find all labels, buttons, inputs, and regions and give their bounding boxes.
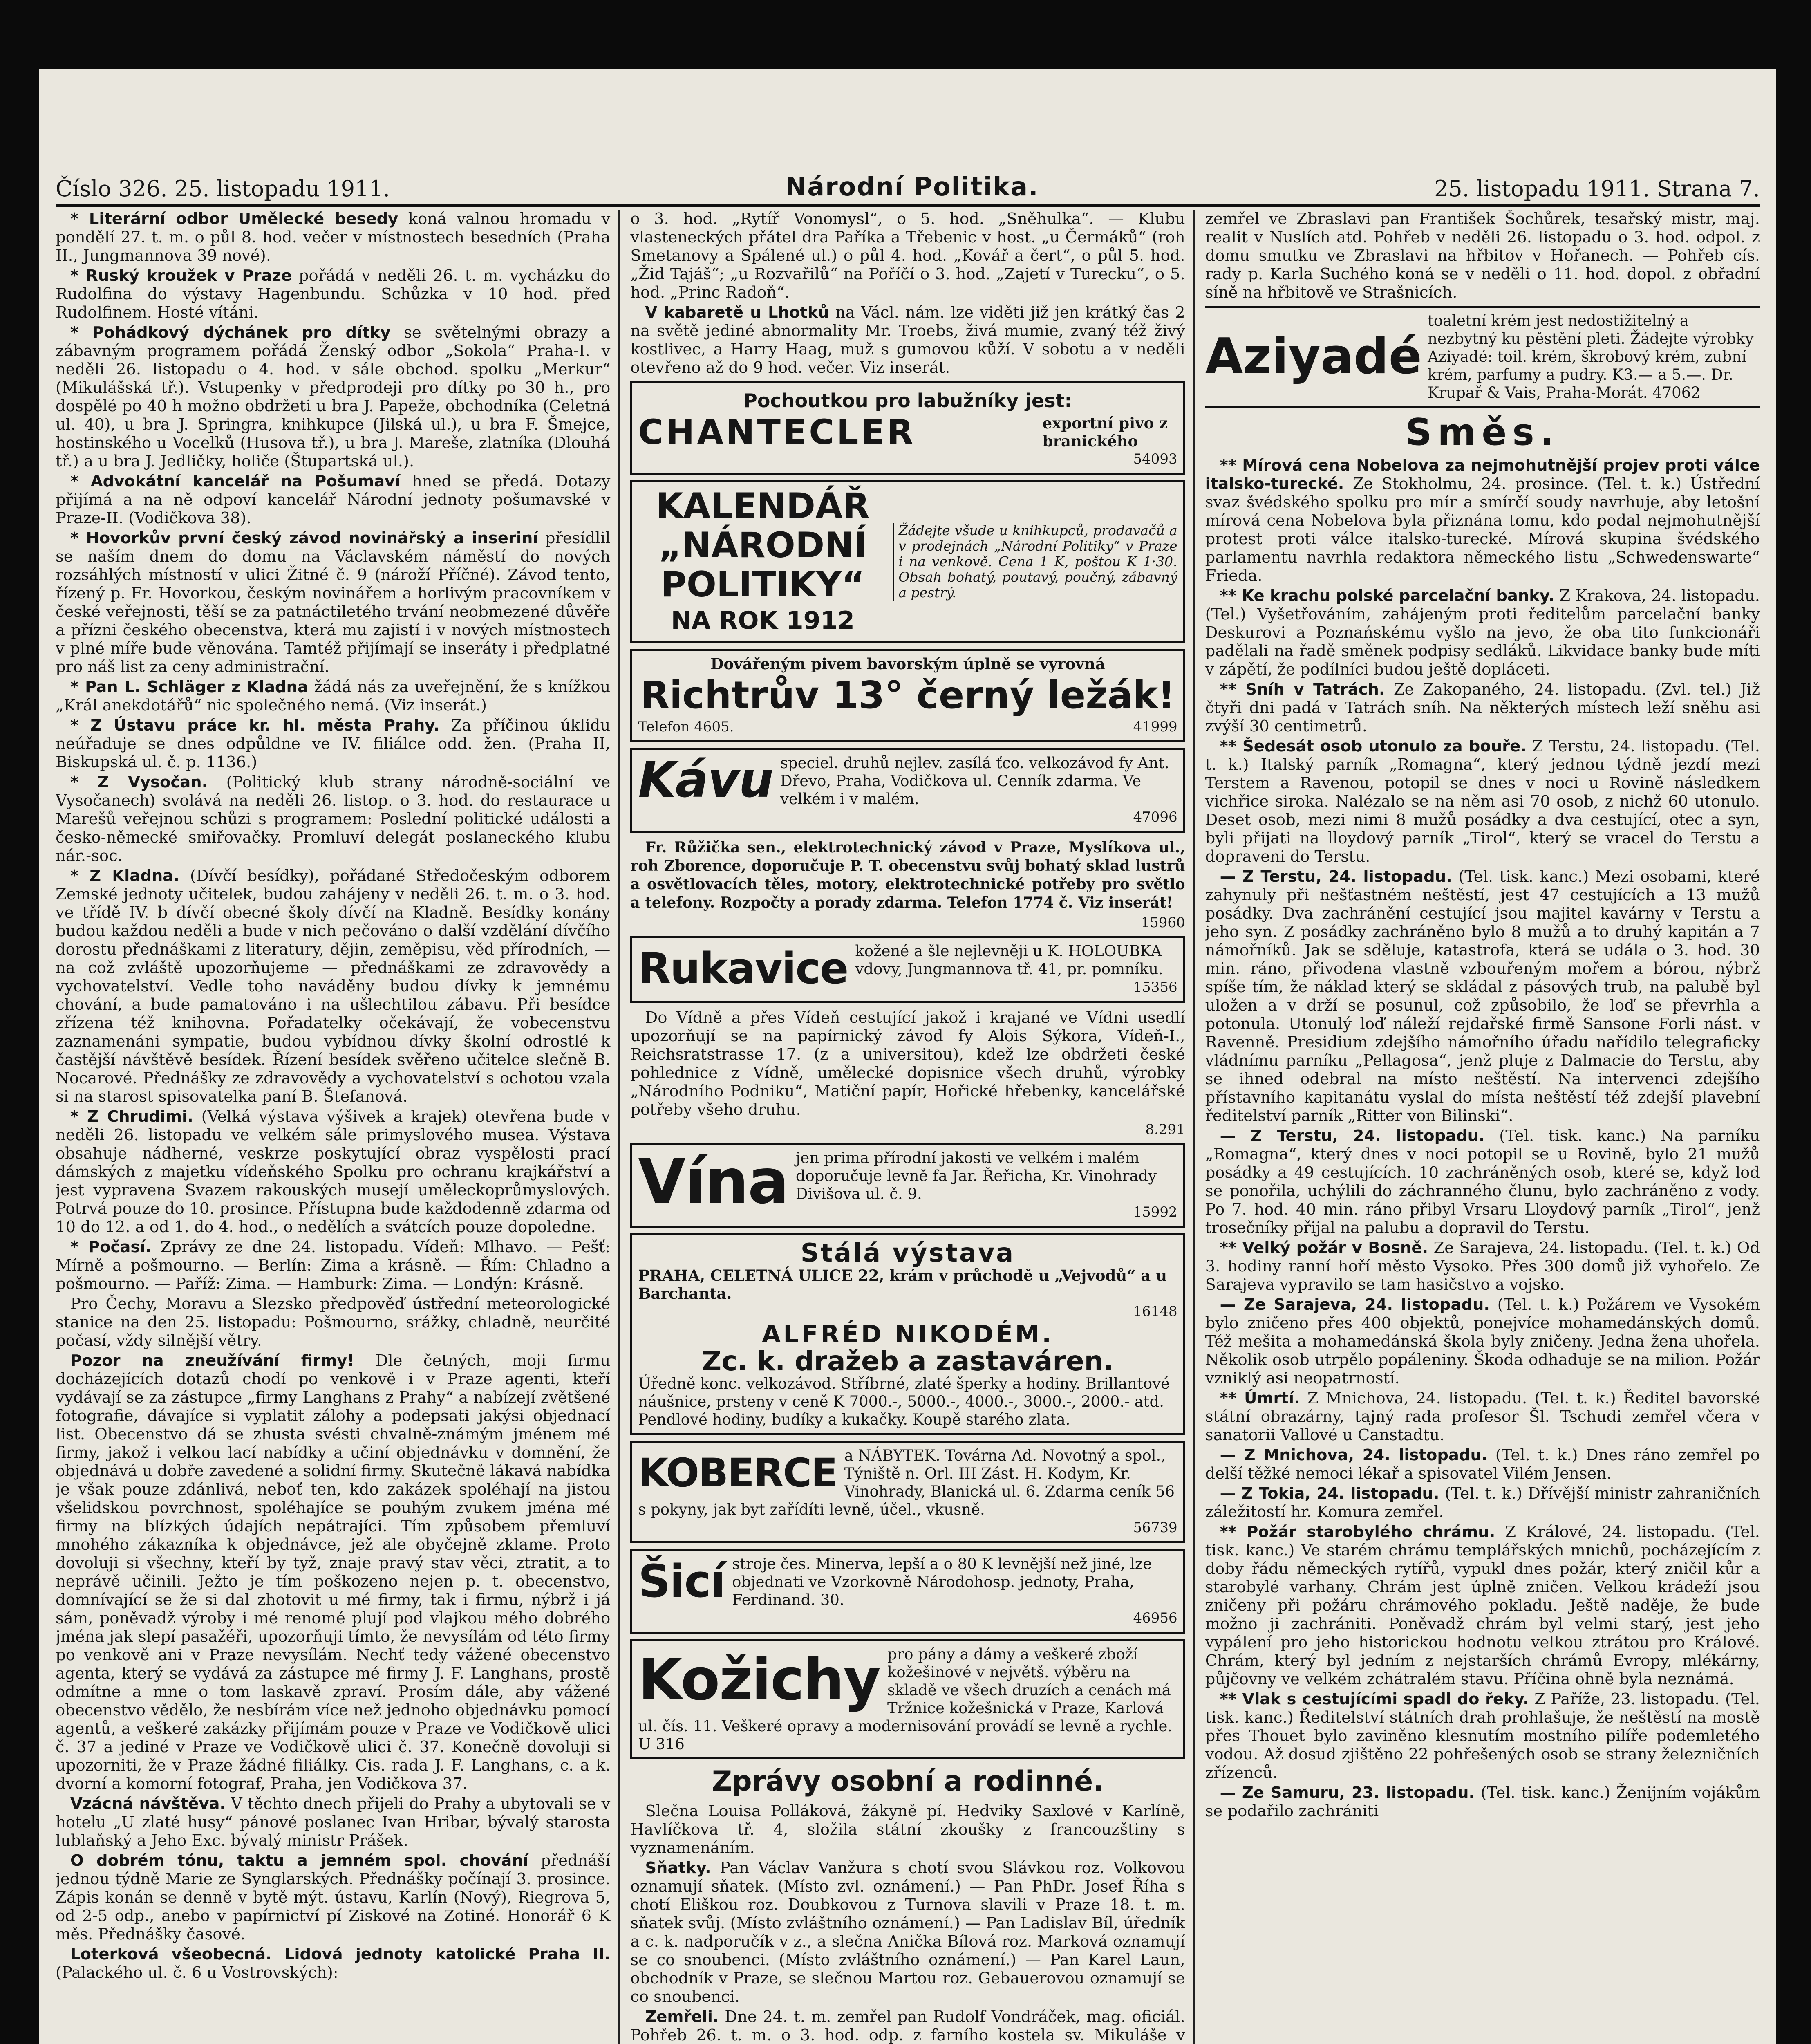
news-item xyxy=(56,323,610,471)
news-item xyxy=(56,1238,610,1293)
ad-ruzicka: Fr. Růžička sen., elektrotechnický závod v Praze, Myslíkova ul., roh Zborence, doporučuje P. T. obecenstvu svůj bohatý sklad lustrů a osvětlovacích těles, motory, elektrotechnické potřeby pro světlo a telefony. Rozpočty a porady zdarma. Telefon 1774 č. Viz inserát! xyxy=(630,839,1185,911)
header-page: 25. listopadu 1911. Strana 7. xyxy=(1434,176,1760,202)
miscellany-item-lead: — Z Terstu, 24. listopadu. xyxy=(1220,1127,1485,1145)
rule xyxy=(1205,306,1760,308)
ad-kozichy xyxy=(630,1639,1185,1759)
calendar-side-text: Žádejte všude u knihkupců, prodavačů a v prodejnách „Národní Politiky“ v Praze i na venkově. Cena 1 K, poštou K 1·30. Obsah bohatý, poutavý, poučný, zábavný a pestrý. xyxy=(893,523,1177,601)
ad-sici-text: stroje čes. Minerva, lepší a o 80 K levnější než jiné, lze objednati ve Vzorkovně Národohosp. jednoty, Praha, Ferdinand. 30. xyxy=(732,1555,1152,1609)
ad-chantecler-head: Pochoutkou pro labužníky jest: xyxy=(743,390,1072,412)
ad-kavu-num: 47096 xyxy=(1133,809,1177,825)
ad-nikodem: ALFRÉD NIKODÉM. xyxy=(761,1320,1054,1349)
ad-richtr-tel: Telefon 4605. xyxy=(638,719,734,735)
miscellany-item xyxy=(1205,737,1760,866)
ad-rukavice-num: 15356 xyxy=(1133,979,1177,995)
ad-vina-num: 15992 xyxy=(1133,1204,1177,1220)
news-item-text: hned se předá. Dotazy přijímá a na ně odpoví kancelář Národní jednoty pošumavské v Praze-II. (Vodičkova 38). xyxy=(56,472,611,527)
miscellany-item-text: (Tel. tisk. kanc.) Mezi osobami, které zahynuly při nešťastném neštěstí, jest 47 cestujících a 13 mužů posádky. Dva zachránění cestující jsou majitel kavárny v Terstu a jeho syn. Z posádky zachráněno bylo 8 mužů a to druhý kapitán a 7 námořníků. Jak se sděluje, katastrofa, která se udála o 3. hod. 30 min. ráno, přivodena vlastně vzbouřeným mořem a bórou, nýbrž spíše tím, že náklad který se skládal z pásových trub, na palubě byl uložen a v drží se posunul, což způsobilo, že loď se převrhla a potonula. Utonulý loď náleží rejdařské firmě Sansone Forli nást. v Ravenně. Presidium zdejšího námořního úřadu nařídilo telegraficky vládnímu parníku „Pellagosa“, jenž pluje z Dalmacie do Terstu, aby se ihned odebral na místo neštěstí. Na intervenci zdejšího přístavního kapitanátu vyslal do místa neštěstí též zdejší plavební ředitelství parník „Ritter von Bilinski“. xyxy=(1205,867,1760,1125)
ad-koberce-text: a NÁBYTEK. Továrna Ad. Novotný a spol., Týniště n. Orl. III Zást. H. Kodym, Kr. Vinohrady, Blanická ul. 6. Zdarma ceník 56 s pokyny, jak byt zařídíti levně, účel., vkusně. xyxy=(638,1447,1175,1518)
news-item-text: pořádá v neděli 26. t. m. vycházku do Rudolfina do výstavy Hagenbundu. Schůzka v 10 hod. před Rudolfinem. Hosté vítáni. xyxy=(56,267,611,322)
ad-stala-num: 16148 xyxy=(1133,1303,1177,1320)
ad-kavu-text: speciel. druhů nejlev. zasílá ťco. velkozávod fy Ant. Dřevo, Praha, Vodičkova ul. Cenník zdarma. Ve velkém i v malém. xyxy=(780,754,1169,808)
ad-kozichy-big: Kožichy xyxy=(638,1647,880,1713)
miscellany-item xyxy=(1205,1484,1760,1521)
miscellany-item xyxy=(1205,1295,1760,1387)
ad-sici xyxy=(630,1549,1185,1634)
news-item-lead: O dobrém tónu, taktu a jemném spol. chování xyxy=(70,1851,528,1870)
news-item xyxy=(56,267,610,322)
miscellany-item-lead: — Z Tokia, 24. listopadu. xyxy=(1220,1484,1439,1503)
miscellany-item-lead: ** Sníh v Tatrách. xyxy=(1220,680,1385,699)
news-item-text: (Politický klub strany národně-sociální ve Vysočanech) svolává na neděli 26. listop. o 3. hod. do restaurace u Marešů veřejnou schůzi s programem: Poslední politické události a česko-německé smiřovačky. Promluví delegát poslaneckého klubu nár.-soc. xyxy=(56,773,611,865)
ad-vina-big: Vína xyxy=(638,1146,788,1217)
column-1 xyxy=(56,210,620,2044)
ad-vina-text: jen prima přírodní jakosti ve velkém i malém doporučuje levně fa Jar. Řeřicha, Kr. Vinohrady Divišova ul. č. 9. xyxy=(795,1149,1157,1203)
column-2 xyxy=(630,210,1194,2044)
news-item-lead: Pozor na zneužívání firmy! xyxy=(70,1351,354,1370)
news-item-lead: * Z Chrudimi. xyxy=(70,1107,193,1126)
news-item-text: V těchto dnech přijeli do Prahy a ubytovali se v hotelu „U zlaté husy“ pánové poslanec Ivan Hribar, bývalý starosta lublaňský a Jeho Exc. bývalý ministr Prášek. xyxy=(56,1795,611,1850)
ad-calendar xyxy=(630,480,1185,643)
masthead: Národní Politika. xyxy=(785,172,1039,202)
header-rule xyxy=(56,204,1760,207)
ad-kozichy-text: pro pány a dámy a veškeré zboží kožešinové v největš. výběru na skladě ve všech druzích a cenách má Tržnice kožešnická v Praze, Karlová ul. čís. 11. Veškeré opravy a modernisování provádí se levně a rychle. U 316 xyxy=(638,1645,1173,1753)
news-item-lead: Loterková všeobecná. Lidová jednoty katolické Praha II. xyxy=(70,1945,611,1963)
miscellany-item xyxy=(1205,1690,1760,1782)
ad-richtr-name: Richtrův 13° černý ležák! xyxy=(640,673,1175,717)
news-item xyxy=(56,678,610,715)
ad-koberce xyxy=(630,1441,1185,1543)
miscellany-item-text: (Tel. tisk. kanc.) Na parníku „Romagna“, který dnes v noci potopil se u Rovině, bylo 21 mužů posádky a 49 cestujících. 10 zachráněných osob, které se, když loď se ponořila, uchýlili do záchranného člunu, bylo zachráněno z vody. Po 7. hod. 40 min. ráno přibyl Vrsaru Lloydový parník „Tirol“, jenž trosečníky přijal na palubu a dopravil do Terstu. xyxy=(1205,1127,1760,1237)
ad-kavu xyxy=(630,748,1185,833)
news-item-lead: * Z Ústavu práce kr. hl. města Prahy. xyxy=(70,716,440,735)
personal-item-text: Slečna Louisa Polláková, žákyně pí. Hedviky Saxlové v Karlíně, Havlíčkova tř. 4, složila státní zkoušky z francouzštiny s vyznamenáním. xyxy=(630,1802,1185,1857)
miscellany-item-text: Z Terstu, 24. listopadu. (Tel. t. k.) Italský parník „Romagna“, který jednou týdně jezdí mezi Terstem a Ravenou, potopil se dnes v noci u Rovině následkem vichřice siroka. Nalézalo se na něm asi 70 osob, z nichž 60 utonulo. Deset osob, mezi nimi 8 mužů posádky a dva cestující, otec a syn, byli přijati na lloydový parník „Tirol“, který se vracel do Terstu a dopraveni do Terstu. xyxy=(1205,737,1760,866)
miscellany-item-lead: ** Mírová cena Nobelova za nejmohutnější projev proti válce italsko-turecké. xyxy=(1205,456,1760,493)
calendar-line-3: POLITIKY“ xyxy=(660,564,865,605)
news-item-lead: * Pan L. Schläger z Kladna xyxy=(70,678,308,696)
miscellany-item xyxy=(1205,587,1760,679)
news-item-text: (Dívčí besídky), pořádané Středočeským odborem Zemské jednoty učitelek, budou zahájeny v neděli 26. t. m. o 3. hod. ve třídě IV. b dívčí obecné školy dívčí na Kladně. Besídky konány budou každou neděli a bude v nich pečováno o další vzdělání dívčího dorostu přednáškami z literatury, dějin, zeměpisu, věd přírodních, — na což zvláště upozorňujeme — přednáškami ze zdravovědy a vychovatelství. Vedle toho naváděny budou dívky k jemnému chování, a bude pamatováno i na ušlechtilou zábavu. Při besídce zřízena též knihovna. Pořadatelky očekávají, že vobecenstvu zaznamenáni sympatie, budou vybídnou dívky školní odrostlé k častější návštěvě besídek. Řízení besídek svěřeno učitelce slečně B. Nocarové. Přednášky ze zdravovědy a vychovatelství s ochotou vzala si na starost spisovatelka paní B. Štefanová. xyxy=(56,867,611,1106)
news-item xyxy=(56,210,610,265)
news-item-lead: * Z Vysočan. xyxy=(70,773,208,791)
miscellany-item xyxy=(1205,456,1760,585)
columns xyxy=(56,210,1760,2044)
news-item xyxy=(56,867,610,1106)
miscellany-item xyxy=(1205,1523,1760,1688)
personal-item-lead: Sňatky. xyxy=(645,1859,711,1877)
news-item-lead: * Počasí. xyxy=(70,1238,152,1256)
miscellany-item-text: (Tel. t. k.) Požárem ve Vysokém bylo zničeno přes 400 objektů, ponejvíce mohamedánských domů. Též mešita a mohamedánská škola byly zničeny. Jedna žena uhořela. Několik osob utrpělo popáleniny. Škoda odhaduje se na milion. Požár vzniklý asi neopatrností. xyxy=(1205,1295,1760,1387)
ad-ruzicka-num: 15960 xyxy=(1141,914,1185,931)
news-item-lead: * Hovorkův první český závod novinářský a inseriní xyxy=(70,529,538,547)
news-item-text: Za příčinou úklidu neúřaduje se dnes odpůldne ve IV. filiálce odd. žen. (Praha II, Biskupská ul. č. p. 1136.) xyxy=(56,716,611,771)
news-item xyxy=(56,716,610,771)
miscellany-item-lead: ** Ke krachu polské parcelační banky. xyxy=(1220,587,1555,605)
ad-kavu-big: Kávu xyxy=(638,752,773,809)
miscellany-item-lead: — Z Terstu, 24. listopadu. xyxy=(1220,867,1452,886)
ad-chantecler-sub: exportní pivo z branického xyxy=(1042,414,1168,450)
section-title-personal: Zprávy osobní a rodinné. xyxy=(712,1765,1104,1797)
news-item-text: žádá nás za uveřejnění, že s knížkou „Král anekdotářů“ nic společného nemá. (Viz inserát.) xyxy=(56,678,611,715)
ad-aziyade xyxy=(1205,312,1760,402)
ad-rukavice xyxy=(630,936,1185,1003)
calendar-line-2: „NÁRODNÍ xyxy=(658,525,867,566)
ad-viden: Do Vídně a přes Vídeň cestující jakož i krajané ve Vídni usedlí upozorňují se na papírnický závod fy Alois Sýkora, Vídeň-I., Reichsratstrasse 17. (z a universitou), kdež lze obdržeti české pohlednice z Vídně, umělecké dopisnice všech druhů, výrobky „Národního Podniku“, Matiční papír, Hořické hřebenky, kancelářské potřeby všeho druhu. xyxy=(630,1009,1185,1119)
personal-item xyxy=(630,1802,1185,1857)
ad-richtr xyxy=(630,649,1185,742)
cabaret-notice: V kabaretě u Lhotků na Václ. nám. lze viděti již jen krátký čas 2 na světě jediné abnormality Mr. Troebs, živá mumie, zvaný též živý kostlivec, a Harry Haag, muž s gumovou kůží. V sobotu a v neděli otevřeno až do 9 hod. večer. Viz inserát. xyxy=(630,303,1185,377)
ad-richtr-head: Dovářeným pivem bavorským úplně se vyrovná xyxy=(710,655,1105,673)
miscellany-item-text: Ze Zakopaného, 24. listopadu. (Zvl. tel.) Již čtyři dni padá v Tatrách sníh. Na některých místech leží sněhu asi zvýší 30 centimetrů. xyxy=(1205,680,1760,735)
ad-viden-num: 8.291 xyxy=(1145,1121,1185,1138)
miscellany-item-lead: ** Požár starobylého chrámu. xyxy=(1220,1523,1495,1541)
miscellany-item xyxy=(1205,1239,1760,1294)
miscellany-item-text: (Tel. tisk. kanc.) Ženijním vojákům se podařilo zachrániti xyxy=(1205,1784,1760,1820)
ad-stala-vystava xyxy=(630,1233,1185,1435)
miscellany-item xyxy=(1205,867,1760,1125)
miscellany-item-lead: ** Vlak s cestujícími spadl do řeky. xyxy=(1220,1690,1529,1708)
miscellany-item xyxy=(1205,1446,1760,1483)
miscellany-item xyxy=(1205,680,1760,735)
ad-drazeb-text: Úředně konc. velkozávod. Stříbrné, zlaté šperky a hodiny. Brillantové náušnice, prsteny v ceně K 7000.-, 5000.-, 4000.-, 3000.-, 2000.- atd. Pendlové hodiny, budíky a kukačky. Koupě starého zlata. xyxy=(638,1375,1170,1428)
calendar-line-1: KALENDÁŘ xyxy=(656,486,870,527)
ad-koberce-num: 56739 xyxy=(1133,1520,1177,1536)
ad-drazeb: Zc. k. dražeb a zastaváren. xyxy=(702,1345,1114,1377)
news-item xyxy=(56,529,610,676)
miscellany-item-text: Ze Stokholmu, 24. prosince. (Tel. t. k.) Ústřední svaz švédského spolku pro mír a smírčí soudy navrhuje, aby letošní mírová cena Nobelova byla přiznána tomu, kdo podal nejmohutnější protest proti válce italsko-turecké. Mírová skupina švédského parlamentu navrhla redaktora německého listu „Schwedenswarte“ Frieda. xyxy=(1205,475,1760,585)
miscellany-item-lead: ** Velký požár v Bosně. xyxy=(1220,1239,1428,1257)
news-item xyxy=(56,1351,610,1793)
ad-stala-head: Stálá výstava xyxy=(800,1238,1015,1268)
miscellany-item xyxy=(1205,1389,1760,1444)
personal-item-text: Dne 24. t. m. zemřel pan Rudolf Vondráček, mag. oficiál. Pohřeb 26. t. m. o 3. hod. odp. z farního kostela sv. Mikuláše v xyxy=(630,2008,1185,2044)
news-item-lead: * Advokátní kancelář na Pošumaví xyxy=(70,472,401,491)
miscellany-item xyxy=(1205,1127,1760,1237)
ad-aziyade-big: Aziyadé xyxy=(1205,328,1422,385)
personal-item xyxy=(630,1859,1185,2006)
ad-stala-addr: PRAHA, CELETNÁ ULICE 22, krám v průchodě u „Vejvodů“ a u Barchanta. xyxy=(638,1266,1167,1302)
miscellany-item-text: (Tel. t. k.) Dnes ráno zemřel po delší těžké nemoci lékař a spisovatel Vilém Jensen. xyxy=(1205,1446,1760,1483)
ad-vina xyxy=(630,1143,1185,1228)
miscellany-item-text: Ze Sarajeva, 24. listopadu. (Tel. t. k.) Od 3. hodiny ranní hoří město Vysoko. Přes 300 domů již vyhořelo. Ze Sarajeva vypravilo se tam hasičstvo a vojsko. xyxy=(1205,1239,1760,1294)
ad-sici-num: 46956 xyxy=(1133,1610,1177,1626)
ad-chantecler-name: CHANTECLER xyxy=(638,412,916,452)
miscellany-item-lead: — Ze Samuru, 23. listopadu. xyxy=(1220,1784,1475,1802)
ad-aziyade-text: toaletní krém jest nedostižitelný a nezbytný ku pěstění pleti. Žádejte výrobky Aziyadé: toil. krém, škrobový krém, zubní krém, parfumy a pudry. K3.— a 5.—. Dr. Krupař & Vais, Praha-Morát. 47062 xyxy=(1428,312,1754,401)
ad-chantecler-num: 54093 xyxy=(1133,451,1177,467)
page-header xyxy=(56,157,1760,202)
miscellany-item xyxy=(1205,1784,1760,1820)
ad-rukavice-text: kožené a šle nejlevněji u K. HOLOUBKA vdovy, Jungmannova tř. 41, pr. pomníku. xyxy=(855,942,1163,978)
ad-koberce-big: KOBERCE xyxy=(638,1450,837,1496)
ad-chantecler xyxy=(630,381,1185,475)
news-item xyxy=(56,472,610,527)
news-item-text: se světelnými obrazy a zábavným programem pořádá Ženský odbor „Sokola“ Praha-I. v neděli 26. listopadu o 4. hod. v sále obchod. spolku „Merkur“ (Mikulášská tř.). Vstupenky v předprodeji pro dítky po 30 h., pro dospělé po 40 h možno obdržeti u bra J. Papeže, obchodníka (Celetná ul. 40), u bra J. Springra, knihkupce (Jilská ul.), u bra F. Šmejce, hostinského u Vocelků (Husova tř.), u bra J. Mareše, zlatníka (Dlouhá tř.) a u bra J. Jedličky, holiče (Štupartská ul.). xyxy=(56,323,611,471)
ad-rukavice-big: Rukavice xyxy=(638,944,848,993)
news-item-lead: * Literární odbor Umělecké besedy xyxy=(70,210,398,228)
news-item xyxy=(56,1107,610,1236)
personal-item-lead: Zemřeli. xyxy=(645,2008,719,2026)
news-item-lead: * Z Kladna. xyxy=(70,867,179,885)
ad-richtr-num: 41999 xyxy=(1133,719,1177,735)
news-item xyxy=(56,773,610,865)
miscellany-item-lead: — Z Mnichova, 24. listopadu. xyxy=(1220,1446,1488,1464)
news-item-text: koná valnou hromadu v pondělí 27. t. m. o půl 8. hod. večer v místnostech besedních (Praha II., Jungmannova 39 nové). xyxy=(56,210,611,265)
puppet-theatres: o 3. hod. „Rytíř Vonomysl“, o 5. hod. „Sněhulka“. — Klubu vlasteneckých přátel dra Paříka a Třebenic v host. „u Čermáků“ (roh Smetanovy a Spálené ul.) o půl 4. hod. „Kovář a čert“, o půl 5. hod. „Žid Tajáš“; „u Rozvařilů“ na Poříčí o 3. hod. „Zajetí v Turecku“, o 5. hod. „Princ Radoň“. xyxy=(630,210,1185,302)
news-item-lead: * Pohádkový dýchánek pro dítky xyxy=(70,323,391,342)
miscellany-item-text: Z Mnichova, 24. listopadu. (Tel. t. k.) Ředitel bavorské státní obrazárny, tajný rada profesor Šl. Tschudi zemřel včera v sanatorii Vallové u Canstadtu. xyxy=(1205,1389,1760,1444)
news-item-text: přednáší jednou týdně Marie ze Synglarských. Přednášky počínají 3. prosince. Zápis konán se denně v bytě mýt. ústavu, Karlín (Nový), Riegrova 5, od 2-5 odp., anebo v papírnictví pí Ziskové na Zotiné. Honorář 6 K měs. Přednášky časové. xyxy=(56,1851,611,1943)
news-item-text: Dle četných, moji firmu docházejících dotazů chodí po venkově i v Praze agenti, kteří vydávají se za zástupce „firmy Langhans z Prahy“ a nabízejí zvětšené fotografie, dávajíce si vyplatit zálohy a podepsati jakýsi objednací list. Obecenstvo dá se zhusta svésti chvalně-známým jménem mé firmy, jakož i velkou lací nabídky a učiní objednávku v domnění, že objednává u dobře zavedené a solidní firmy. Skutečně lákavá nabídka je však pouze zdánlivá, neboť ten, kdo zakázek spoléhají na jistou všelidskou povrchnost, spoléhajíce se pouhým zvukem jména mé firmy na blízkých údajích nepátrajíci. Tím způsobem přemluví mnohého zákazníka k objednávce, jež ale obyčejně zklame. Proto dovoluji si všechny, kteří by tyž, znaje pravý stav věci, ztratit, a to neprávě učinili. Ježto je tím poškozeno nejen p. t. obecenstvo, domnívající se že si dal zhotovit u mé firmy, tak i firmu, nýbrž i já sám, poněvadž výroby i mé renomé plují pod vlajkou mého dobrého jména jak slepí pasažéři, upozorňuji tímto, že nevysílám od této firmy po venkově ani v Praze nevysílám. Nechť tedy vážené obecenstvo agenta, který se vydává za zástupce mé firmy J. F. Langhans, prostě odmítne a mne o tom laskavě zpraví. Prosím dále, aby vážené obecenstvo vědělo, že nesbírám více než jednoho objednávku pomocí agentů, a veškeré zakázky přijímám pouze v Praze ve Vodičkově ulici č. 37 a jediné v Praze ve Vodičkově ulici č. 37. Konečně dovoluji si upozorniti, že v Praze žádné filiálky. Cis. rada J. F. Langhans, c. a k. dvorní a komorní fotograf, Praha, jen Vodičkova 37. xyxy=(56,1351,611,1793)
news-item xyxy=(56,1295,610,1350)
miscellany-item-lead: ** Úmrtí. xyxy=(1220,1389,1300,1407)
news-item xyxy=(56,1851,610,1943)
news-item-text: přesídlil se naším dnem do domu na Václavském náměstí do nových rozsáhlých místností v ulici Žitné č. 9 (nároží Příčné). Závod tento, řízený p. Fr. Hovorkou, českým novinářem a horlivým pracovníkem v české veřejnosti, těší se za patnáctiletého trvání neobmezené důvěře a přízni českého obecenstva, která mu zajistí i v nových místnostech v plné míře bude věnována. Tamtéž přijímají se inseráty i předplatné pro náš list za ceny administrační. xyxy=(56,529,611,676)
miscellany-item-text: (Tel. t. k.) Dřívější ministr zahraničních záležitostí hr. Komura zemřel. xyxy=(1205,1484,1760,1521)
news-item-text: (Velká výstava výšivek a krajek) otevřena bude v neděli 26. listopadu ve velkém sále primyslového musea. Výstava obsahuje nádherné, veskrze poskytující obraz vyspělosti prací dámských z majetku vídeňského Spolku pro ochranu krajkářství a jest vypravena Svazem rakouských musejí uměleckoprůmyslových. Potrvá pouze do 10. prosince. Přístupna bude každodenně zdarma od 10 do 12. a od 1. do 4. hod., o nedělích a svátcích pouze dopoledne. xyxy=(56,1107,611,1236)
column-3 xyxy=(1205,210,1760,2044)
miscellany-item-lead: — Ze Sarajeva, 24. listopadu. xyxy=(1220,1295,1490,1314)
funeral-notice: zemřel ve Zbraslavi pan František Šochůrek, tesařský mistr, maj. realit v Nuslích atd. Pohřeb v neděli 26. listopadu o 3. hod. odpol. z domu smutku ve Zbraslavi na hřbitov v Hořanech. — Pohřeb cís. rady p. Karla Suchého koná se v neděli o 11. hod. dopol. z obřadní síně na hřbitově ve Strašnicích. xyxy=(1205,210,1760,302)
rule xyxy=(1205,406,1760,408)
news-item xyxy=(56,1945,610,1982)
miscellany-item-lead: ** Šedesát osob utonulo za bouře. xyxy=(1220,737,1527,755)
miscellany-item-text: Z Krakova, 24. listopadu. (Tel.) Vyšetřováním, zahájeným proti ředitelům parcelační banky Deskurovi a Poznańskému vyšlo na jevo, že oba tito funkcionáři padělali na řadě směnek podpisy sedláků. Likvidace banky bude míti v zápětí, že podílníci budou ještě dopláceti. xyxy=(1205,587,1760,679)
personal-item xyxy=(630,2008,1185,2044)
header-issue: Číslo 326. 25. listopadu 1911. xyxy=(56,176,390,202)
newspaper-page xyxy=(39,69,1776,2044)
news-item-lead: * Ruský kroužek v Praze xyxy=(70,267,292,285)
personal-news xyxy=(630,1802,1185,2044)
miscellany-item-text: Z Králové, 24. listopadu. (Tel. tisk. kanc.) Ve starém chrámu templářských mnichů, pocházejícím z doby řádu německých rytířů, vypukl dnes požár, který zničil kůr a starobylé varhany. Chrám jest úplně zničen. Velkou krádeží jsou zničeny při požáru chrámového pokladu. Ještě naděje, že bude možno ji zachrániti. Poněvadž chrám byl velmi starý, jest jeho vypálení pro jeho historickou hodnotu velkou ztrátou pro Králové. Chrám, který byl jedním z nejstarších chrámů Evropy, mlékárny, půjčovny ve velkém zchátralém stavu. Příčina ohně byla neznámá. xyxy=(1205,1523,1760,1688)
miscellany-items xyxy=(1205,456,1760,1820)
news-item-text: Pro Čechy, Moravu a Slezsko předpověď ústřední meteorologické stanice na den 25. listopadu: Pošmourno, srážky, chladně, neurčité počasí, vždy silnější větry. xyxy=(56,1295,611,1350)
news-item-lead: Vzácná návštěva. xyxy=(70,1795,226,1813)
calendar-year: NA ROK 1912 xyxy=(671,606,855,635)
news-item xyxy=(56,1795,610,1850)
section-title-miscellany: Směs. xyxy=(1405,411,1560,454)
news-item-text: Zprávy ze dne 24. listopadu. Vídeň: Mlhavo. — Pešť: Mírně a pošmourno. — Berlín: Zima a krásně. — Řím: Chladno a pošmourno. — Paříž: Zima. — Hamburk: Zima. — Londýn: Krásně. xyxy=(56,1238,611,1293)
personal-item-text: Pan Václav Vanžura s chotí svou Slávkou roz. Volkovou oznamují sňatek. (Místo zvl. oznámení.) — Pan PhDr. Josef Říha s chotí Eliškou roz. Doubkovou z Turnova slavili v Praze 18. t. m. sňatek svůj. (Místo zvláštního oznámení.) — Pan Ladislav Bíl, úředník a c. k. nadporučík v z., a slečna Anička Bílová roz. Marková oznamují se co snoubenci. (Místo zvláštního oznámení.) — Pan Karel Laun, obchodník v Praze, se slečnou Martou roz. Gebauerovou oznamují se co snoubenci. xyxy=(630,1859,1185,2006)
ad-sici-big: Šicí xyxy=(638,1555,725,1607)
news-item-text: (Palackého ul. č. 6 u Vostrovských): xyxy=(56,1963,338,1982)
miscellany-item-text: Z Paříže, 23. listopadu. (Tel. tisk. kanc.) Ředitelství státních drah prohlašuje, že neštěstí na mostě přes Thouet bylo zaviněno klesnutím mostního pilíře podemletého vodou. Až dosud zjištěno 22 pohřešených osob se strany železničních zřízenců. xyxy=(1205,1690,1760,1782)
